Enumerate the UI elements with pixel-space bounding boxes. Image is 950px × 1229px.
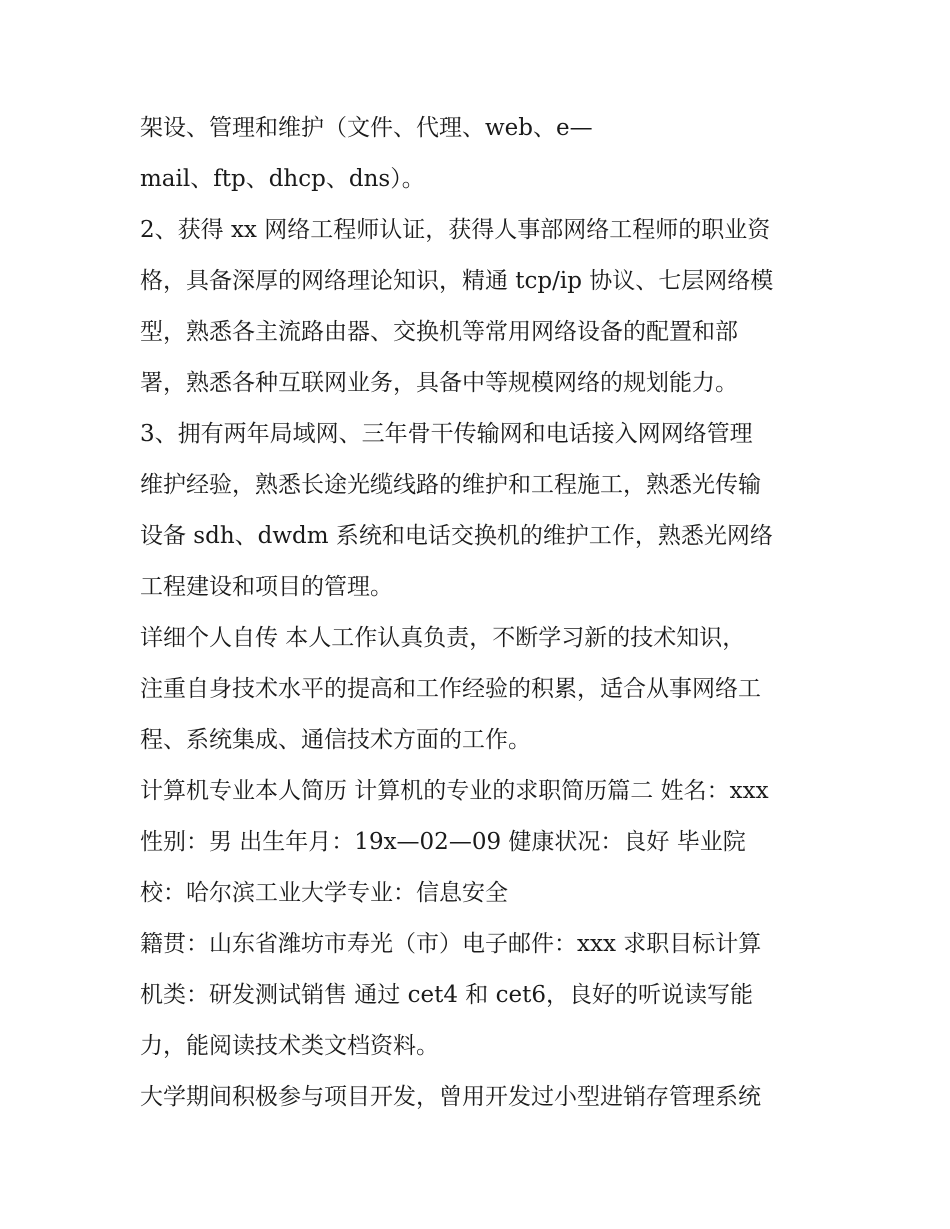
text-line: 程、系统集成、通信技术方面的工作。 xyxy=(140,727,531,753)
text-line: mail、ftp、dhcp、dns）。 xyxy=(140,166,425,192)
text-line: 注重自身技术水平的提高和工作经验的积累，适合从事网络工 xyxy=(140,676,761,702)
text-line: 校：哈尔滨工业大学专业：信息安全 xyxy=(140,880,508,906)
text-line: 3、拥有两年局域网、三年骨干传输网和电话接入网网络管理 xyxy=(140,421,753,447)
text-line: 格，具备深厚的网络理论知识，精通 tcp/ip 协议、七层网络模 xyxy=(140,268,774,294)
text-line: 架设、管理和维护（文件、代理、web、e— xyxy=(140,115,593,141)
document-body xyxy=(140,108,830,1128)
text-line: 工程建设和项目的管理。 xyxy=(140,574,393,600)
text-line: 机类：研发测试销售 通过 cet4 和 cet6，良好的听说读写能 xyxy=(140,982,753,1008)
text-line: 维护经验，熟悉长途光缆线路的维护和工程施工，熟悉光传输 xyxy=(140,472,761,498)
text-line: 大学期间积极参与项目开发，曾用开发过小型进销存管理系统 xyxy=(140,1084,761,1110)
text-line: 性别：男 出生年月：19x—02—09 健康状况：良好 毕业院 xyxy=(140,829,746,855)
text-line: 力，能阅读技术类文档资料。 xyxy=(140,1033,439,1059)
text-line: 籍贯：山东省潍坊市寿光（市）电子邮件：xxx 求职目标计算 xyxy=(140,931,762,957)
text-line: 型，熟悉各主流路由器、交换机等常用网络设备的配置和部 xyxy=(140,319,738,345)
text-line: 设备 sdh、dwdm 系统和电话交换机的维护工作，熟悉光网络 xyxy=(140,523,773,549)
text-line: 详细个人自传 本人工作认真负责，不断学习新的技术知识， xyxy=(140,625,746,651)
text-line: 计算机专业本人简历 计算机的专业的求职简历篇二 姓名：xxx xyxy=(140,778,769,804)
text-line: 2、获得 xx 网络工程师认证，获得人事部网络工程师的职业资 xyxy=(140,217,771,243)
text-line: 署，熟悉各种互联网业务，具备中等规模网络的规划能力。 xyxy=(140,370,738,396)
